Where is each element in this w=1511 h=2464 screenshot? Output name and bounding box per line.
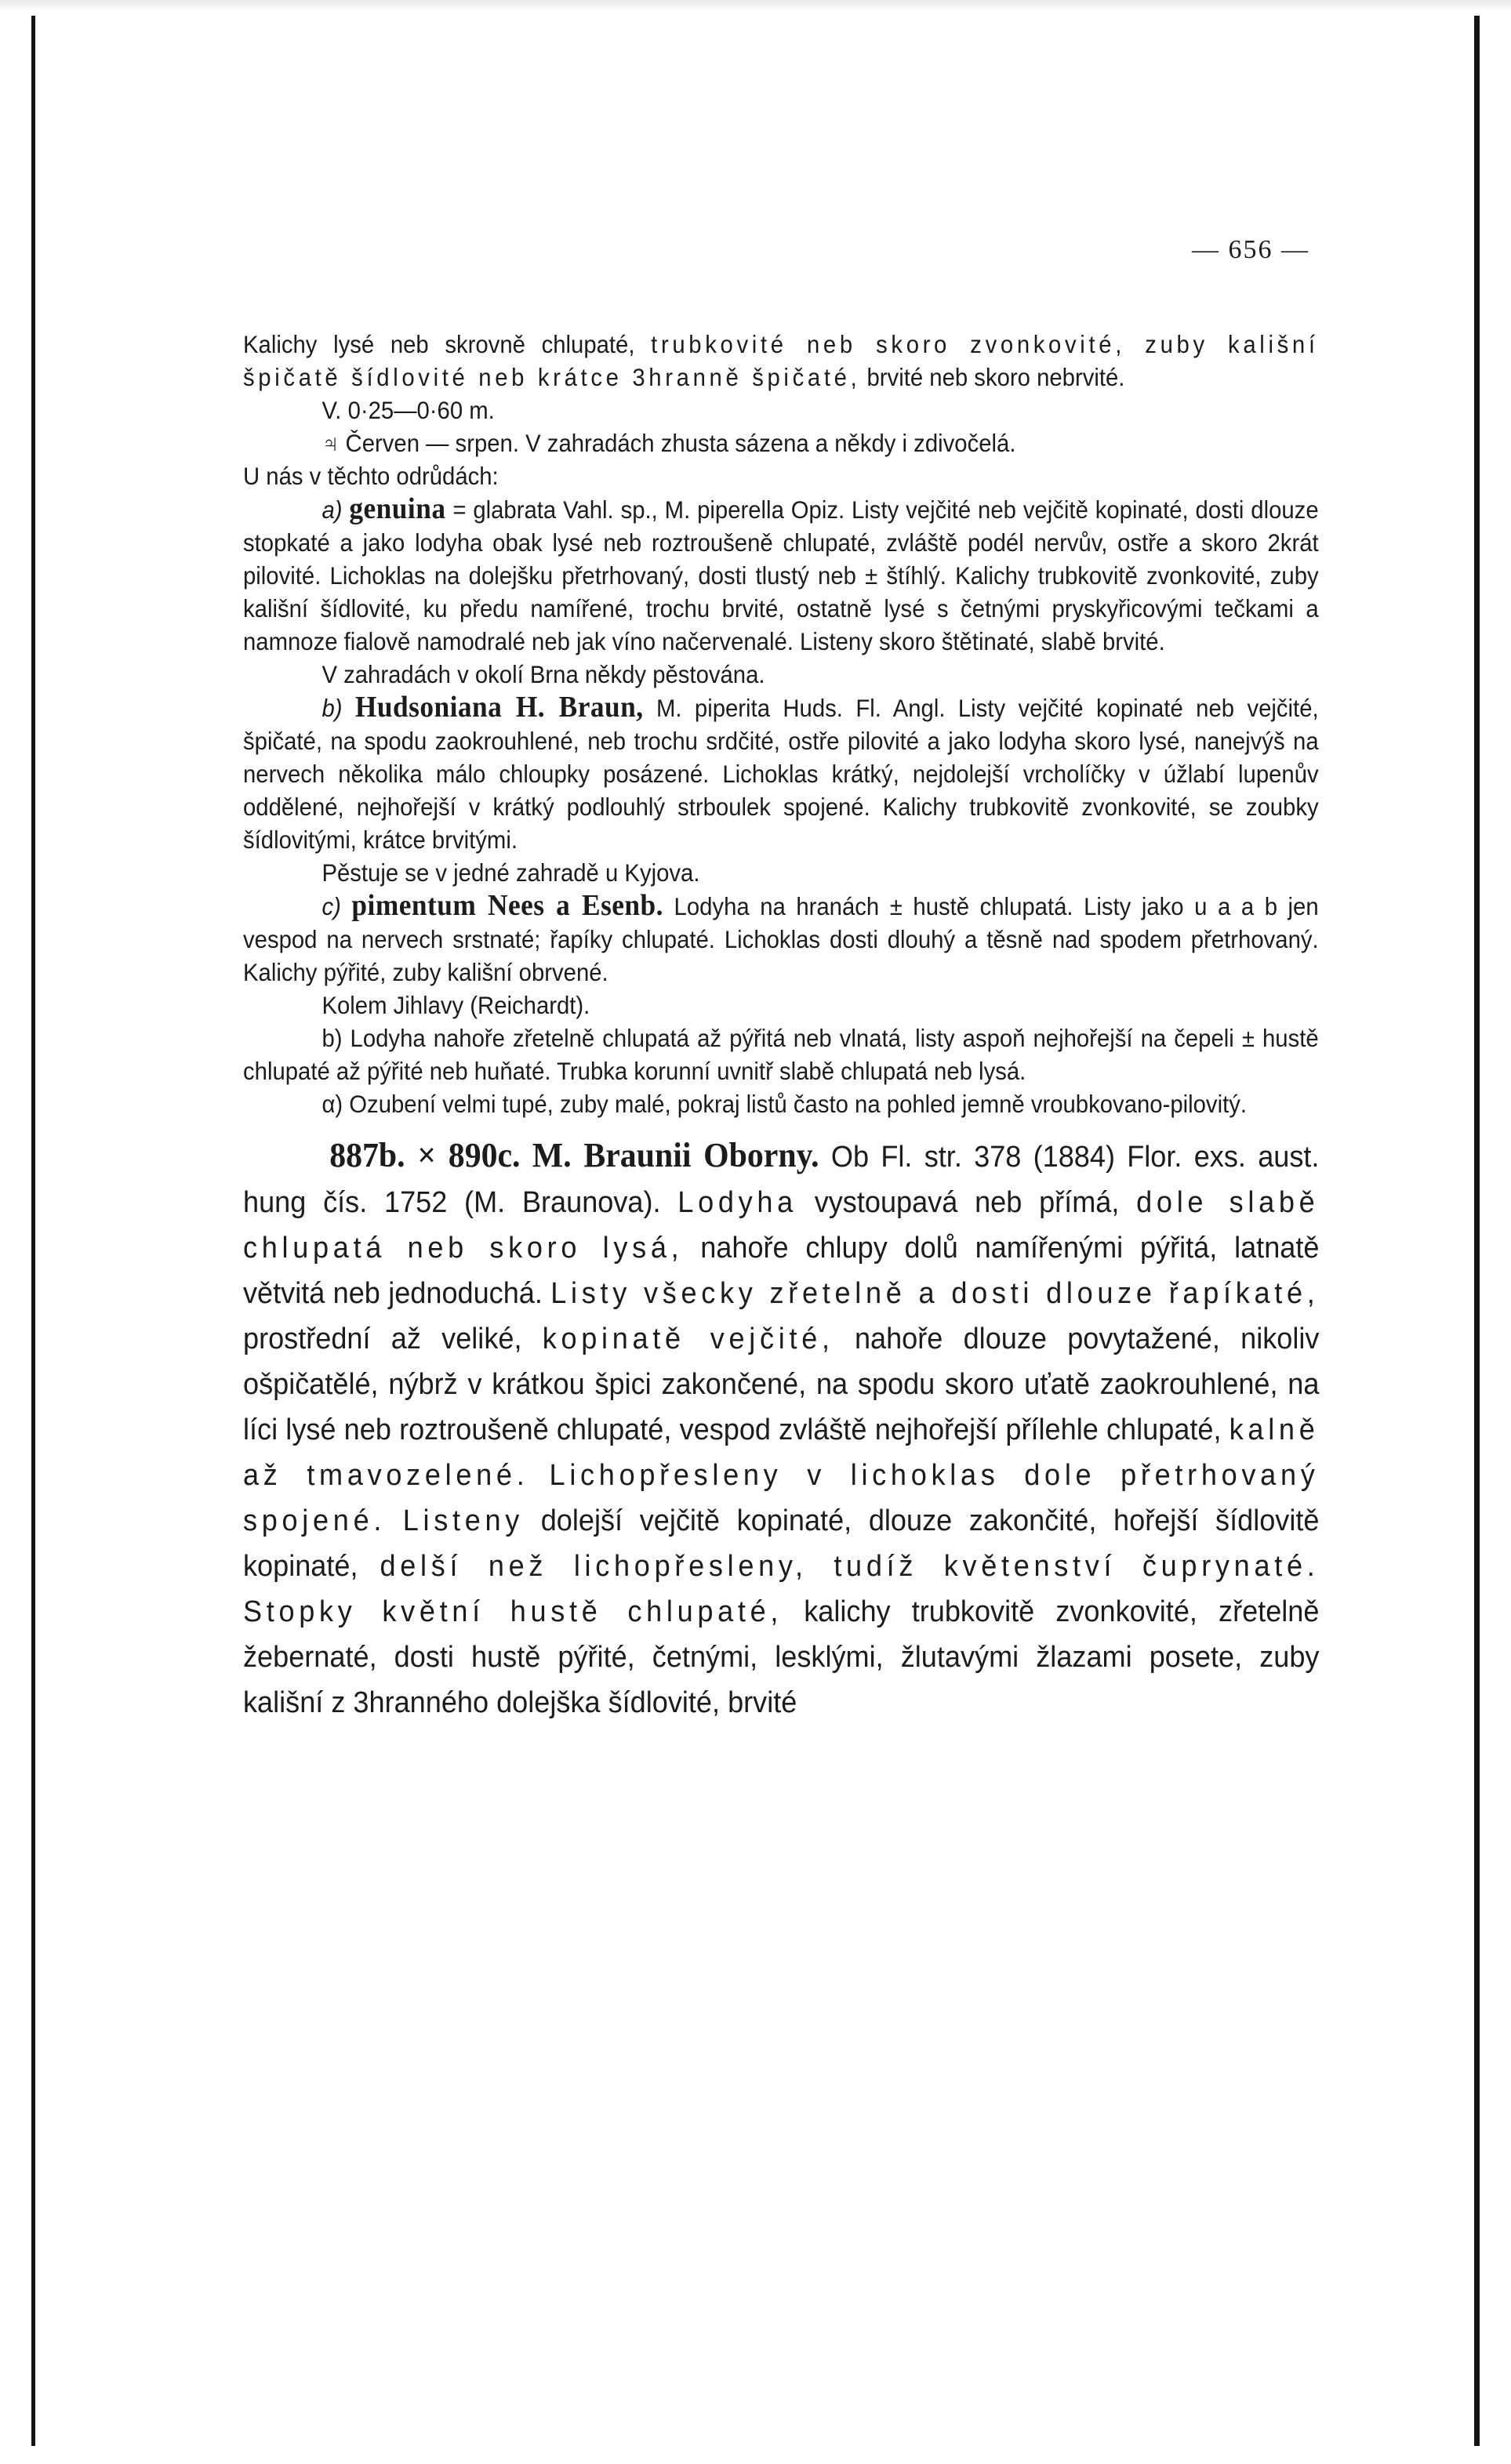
intro-text-c: brvité neb skoro nebrvité.: [866, 363, 1125, 391]
leaves-color-spaced: kalně až tmavozelené.: [243, 1413, 1320, 1492]
variety-a-label: a): [321, 495, 343, 524]
large-print-section: [243, 1133, 1319, 1726]
variety-a-name: genuina: [349, 492, 446, 525]
varieties-intro: U nás v těchto odrůdách:: [243, 462, 499, 490]
pedicels-spaced: Stopky květní hustě chlupaté,: [243, 1595, 783, 1628]
page-number: — 656 —: [1192, 235, 1309, 264]
leaves-shape-spaced: kopinatě vejčité,: [542, 1323, 834, 1355]
variety-c: [243, 889, 1319, 989]
stem-label: Lodyha: [677, 1186, 797, 1219]
variety-b-locality: Pěstuje se v jedné zahradě u Kyjova.: [321, 858, 700, 887]
variety-a: [243, 492, 1319, 658]
variety-b-text: M. piperita Huds. Fl. Angl. Listy vejčité kopinaté neb vejčité, špičaté, na spodu zaokrouhlené, neb trochu srdčité, ostře pilovité a jako lodyha skoro lysé, nanejvýš na nervech několika málo chloupky posázené. Lichoklas krátký, nejdolejší vrcholíčky v úžlabí lupenův oddělené, nejhořejší v krátký podlouhlý strboulek spojené. Kalichy trubkovitě zvonkovité, se zoubky šídlovitými, krátce brvitými.: [243, 694, 1319, 854]
leaves-text-a: prostřední až veliké,: [243, 1323, 522, 1355]
subgroup-alpha: α) Ozubení velmi tupé, zuby malé, pokraj listů často na pohled jemně vroubkovano-pilovitý.: [321, 1090, 1248, 1118]
small-print-section: [243, 328, 1319, 1120]
intro-text-b: trubkovité neb skoro zvonkovité, zuby kališní špičatě šídlovité neb krátce 3hranně špičaté,: [243, 330, 1319, 391]
height-line: V. 0·25—0·60 m.: [321, 396, 495, 424]
variety-a-text: = glabrata Vahl. sp., M. piperella Opiz. Listy vejčité neb vejčitě kopinaté, dosti dlouze stopkaté a jako lodyha obak lysé neb roztroušeně chlupaté, zvláště podél nervův, ostře a skoro 2krát pilovité. Lichoklas na dolejšku přetrhovaný, dosti tlustý neb ± štíhlý. Kalichy trubkovitě zvonkovité, zuby kališní šídlovité, ku předu namířené, trochu brvité, ostatně lysé s četnými pryskyřicovými tečkami a namnoze fialově namodralé neb jak víno načervenalé. Listeny skoro štětinaté, slabě brvité.: [243, 495, 1319, 655]
whorls-spaced: Lichopřesleny v lichoklas dole přetrhovaný spojené.: [243, 1459, 1320, 1537]
leaves-spaced: Listy všecky zřetelně a dosti dlouze řapíkaté,: [550, 1277, 1320, 1310]
stem-text-b: nahoře chlupy dolů namířenými pýřitá, latnatě větvitá neb jednoduchá.: [243, 1232, 1320, 1310]
species-citation: Ob Fl. str. 378 (1884) Flor. exs. aust. hung čís. 1752 (M. Braunova).: [243, 1141, 1320, 1219]
stem-text-a: vystoupavá neb přímá,: [814, 1186, 1120, 1219]
species-name: M. Braunii Oborny.: [532, 1136, 819, 1174]
stem-lower-spaced: dole slabě chlupatá neb skoro lysá,: [243, 1186, 1320, 1265]
variety-a-locality: V zahradách v okolí Brna někdy pěstována.: [321, 660, 765, 688]
variety-b-name: Hudsoniana H. Braun,: [354, 691, 644, 724]
subgroup-b: b) Lodyha nahoře zřetelně chlupatá až pýřitá neb vlnatá, listy aspoň nejhořejší na čepeli ± hustě chlupaté až pýřité neb huňaté. Trubka korunní uvnitř slabě chlupatá neb lysá.: [243, 1024, 1319, 1085]
flowering-line: ♃ Červen — srpen. V zahradách zhusta sázena a někdy i zdivočelá.: [321, 429, 1016, 457]
variety-c-locality: Kolem Jihlavy (Reichardt).: [321, 991, 590, 1019]
scan-edge: [0, 0, 1511, 11]
intro-text-a: Kalichy lysé neb skrovně chlupaté,: [243, 330, 635, 358]
calyx-text: kalichy trubkovitě zvonkovité, zřetelně žebernaté, dosti hustě pýřité, četnými, lesklými, žlutavými žlazami posete, zuby kališní z 3hranného dolejška šídlovité, brvité: [243, 1595, 1320, 1719]
variety-c-text: Lodyha na hranách ± hustě chlupatá. Listy jako u a a b jen vespod na nervech srstnaté; řapíky chlupaté. Lichoklas dosti dlouhý a těsně nad spodem přetrhovaný. Kalichy pýřité, zuby kališní obrvené.: [243, 892, 1319, 986]
document-page: [243, 235, 1319, 1726]
intro-paragraph: [243, 328, 1319, 394]
bracts-longer-spaced: delší než lichopřesleny, tudíž květenství čuprynaté.: [380, 1550, 1320, 1583]
species-paragraph: [243, 1133, 1319, 1726]
species-number: 887b. × 890c.: [329, 1136, 521, 1174]
variety-c-name: pimentum Nees a Esenb.: [351, 889, 663, 922]
bracts-label: Listeny: [402, 1504, 525, 1537]
variety-c-label: c): [321, 892, 341, 920]
variety-b: [243, 691, 1319, 856]
bracts-text-a: dolejší vejčitě kopinaté, dlouze zakončité, hořejší šídlovitě kopinaté,: [243, 1504, 1320, 1583]
variety-b-label: b): [321, 694, 343, 722]
leaves-text-b: nahoře dlouze povytažené, nikoliv ošpičatělé, nýbrž v krátkou špici zakončené, na spodu skoro uťatě zaokrouhlené, na líci lysé neb roztroušeně chlupaté, vespod zvláště nejhořejší přílehle chlupaté,: [243, 1323, 1320, 1446]
